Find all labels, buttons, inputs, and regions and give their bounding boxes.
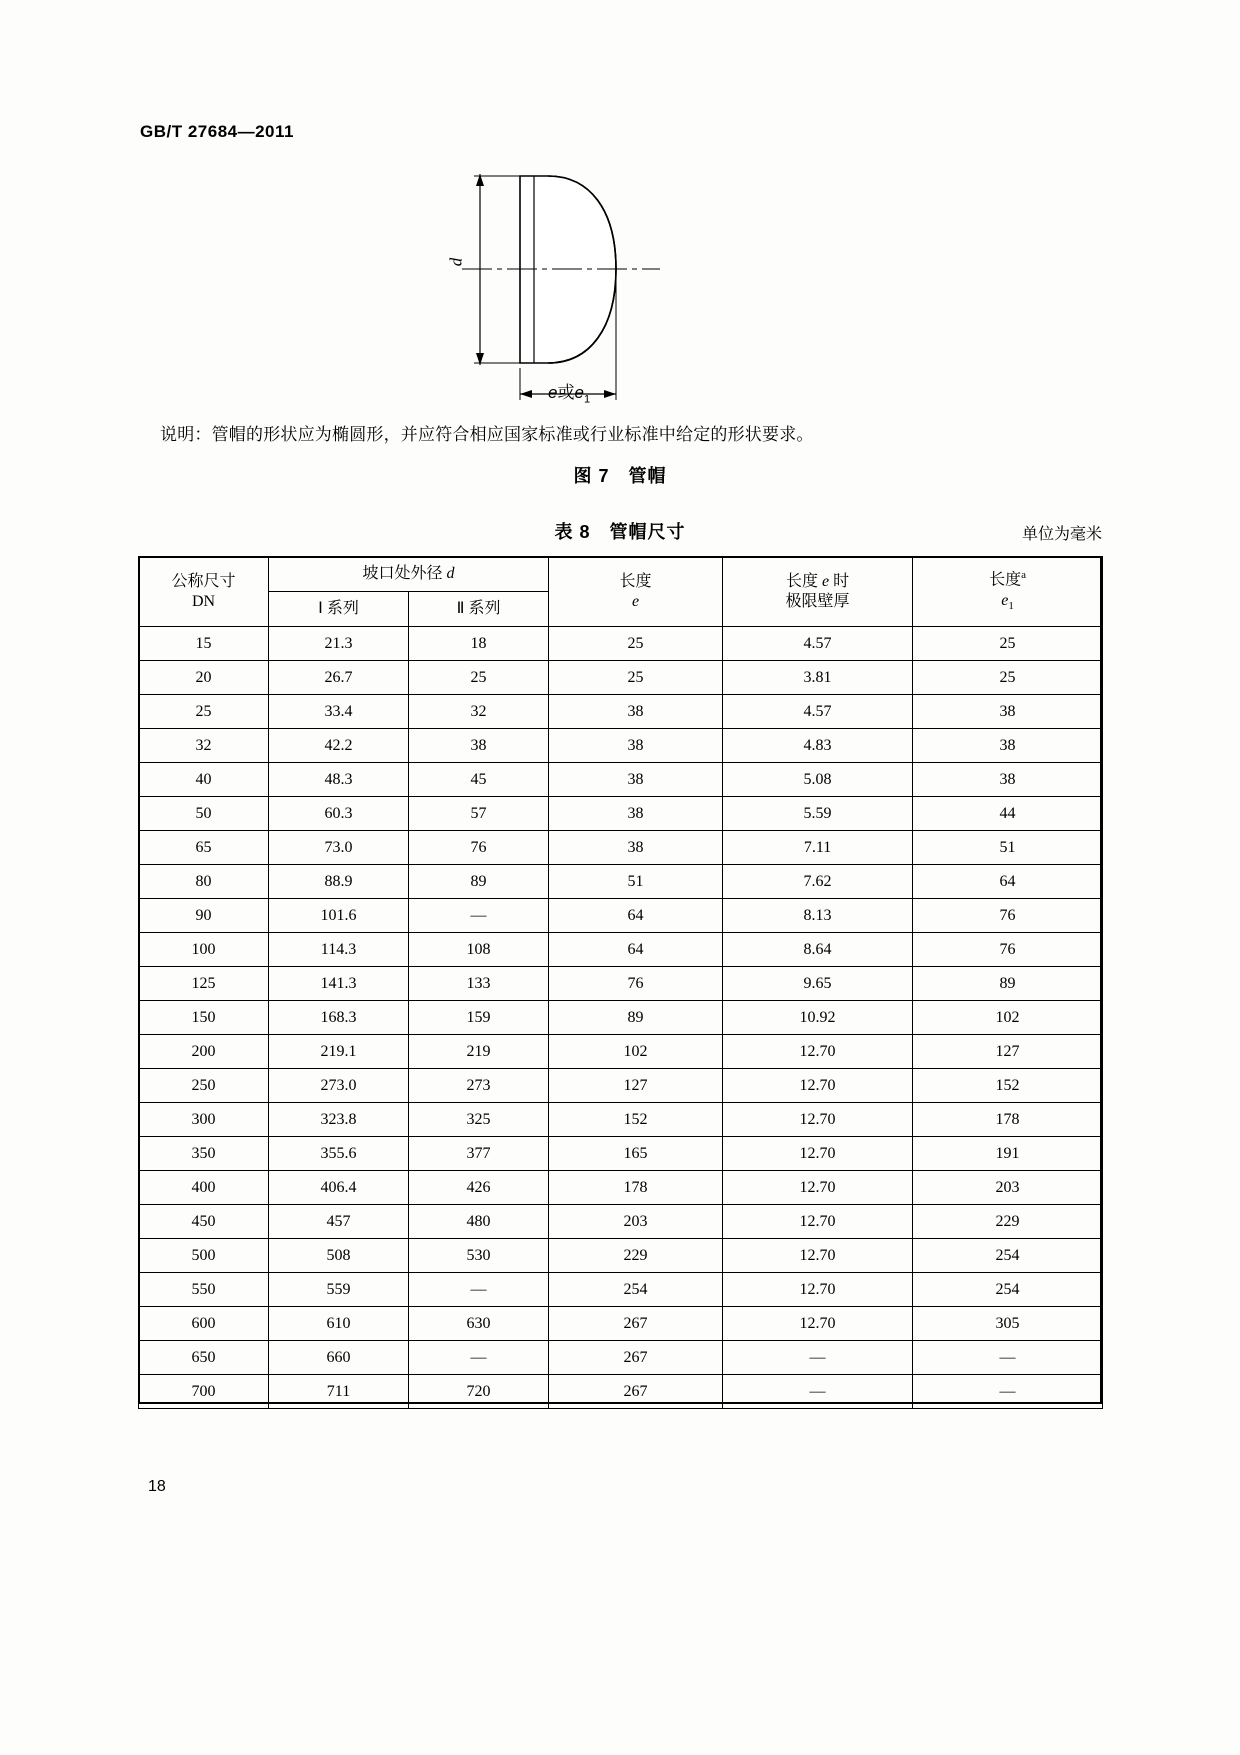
- cell-series1: 141.3: [269, 967, 409, 1001]
- cell-dn: 500: [139, 1239, 269, 1273]
- cell-wall-thickness: 7.62: [723, 865, 913, 899]
- cell-series1: 406.4: [269, 1171, 409, 1205]
- cell-wall-thickness: 4.57: [723, 695, 913, 729]
- table-row: [139, 967, 1103, 1001]
- table-row: [139, 1239, 1103, 1273]
- cell-series2: 133: [409, 967, 549, 1001]
- cell-length-e: 38: [549, 797, 723, 831]
- cell-length-e1: 191: [913, 1137, 1103, 1171]
- cell-length-e: 38: [549, 831, 723, 865]
- cell-length-e: 89: [549, 1001, 723, 1035]
- cell-dn: 50: [139, 797, 269, 831]
- header-series-2: Ⅱ 系列: [409, 592, 549, 627]
- cell-series1: 660: [269, 1341, 409, 1375]
- cell-length-e1: —: [913, 1341, 1103, 1375]
- cell-series2: 273: [409, 1069, 549, 1103]
- cell-length-e: 76: [549, 967, 723, 1001]
- table-row: [139, 831, 1103, 865]
- cell-wall-thickness: 12.70: [723, 1035, 913, 1069]
- table-row: [139, 899, 1103, 933]
- cell-series1: 88.9: [269, 865, 409, 899]
- cell-wall-thickness: 5.59: [723, 797, 913, 831]
- cell-series1: 21.3: [269, 627, 409, 661]
- cell-series2: 530: [409, 1239, 549, 1273]
- cell-length-e: 102: [549, 1035, 723, 1069]
- figure-pipe-cap: [430, 160, 810, 410]
- cell-length-e: 127: [549, 1069, 723, 1103]
- cell-length-e: 165: [549, 1137, 723, 1171]
- cell-dn: 450: [139, 1205, 269, 1239]
- cell-series2: 89: [409, 865, 549, 899]
- cell-dn: 550: [139, 1273, 269, 1307]
- header-outside-diameter-group: 坡口处外径 d: [269, 557, 549, 592]
- table-row: [139, 1171, 1103, 1205]
- cell-dn: 400: [139, 1171, 269, 1205]
- cell-wall-thickness: 12.70: [723, 1273, 913, 1307]
- cell-series1: 60.3: [269, 797, 409, 831]
- table-row: [139, 627, 1103, 661]
- table-row: [139, 1375, 1103, 1409]
- cell-length-e1: 178: [913, 1103, 1103, 1137]
- cell-series1: 273.0: [269, 1069, 409, 1103]
- cell-length-e1: 51: [913, 831, 1103, 865]
- cell-length-e1: 38: [913, 729, 1103, 763]
- cell-series2: 38: [409, 729, 549, 763]
- page-number: 18: [148, 1478, 166, 1495]
- cell-dn: 40: [139, 763, 269, 797]
- cell-length-e: 254: [549, 1273, 723, 1307]
- cell-wall-thickness: 5.08: [723, 763, 913, 797]
- cell-series1: 508: [269, 1239, 409, 1273]
- table-header-row-1: [139, 557, 1103, 592]
- cell-length-e: 38: [549, 729, 723, 763]
- table-row: [139, 695, 1103, 729]
- cell-series1: 323.8: [269, 1103, 409, 1137]
- cell-dn: 32: [139, 729, 269, 763]
- cell-wall-thickness: 3.81: [723, 661, 913, 695]
- cell-length-e: 38: [549, 695, 723, 729]
- table-body: [139, 627, 1103, 1409]
- header-length-e: 长度 e: [549, 557, 723, 627]
- cell-dn: 300: [139, 1103, 269, 1137]
- cell-series2: —: [409, 1341, 549, 1375]
- cell-length-e: 229: [549, 1239, 723, 1273]
- figure-caption: 图 7 管帽: [573, 466, 667, 486]
- standard-number: GB/T 27684—2011: [140, 122, 294, 141]
- header-limit-wall-thickness: 长度 e 时 极限壁厚: [723, 557, 913, 627]
- cell-wall-thickness: 8.64: [723, 933, 913, 967]
- cell-length-e: 203: [549, 1205, 723, 1239]
- table-caption: 表 8 管帽尺寸: [554, 522, 686, 542]
- cell-dn: 25: [139, 695, 269, 729]
- cell-length-e1: 25: [913, 627, 1103, 661]
- cell-length-e1: —: [913, 1375, 1103, 1409]
- cell-series2: 426: [409, 1171, 549, 1205]
- table-unit-note: 单位为毫米: [1021, 526, 1102, 543]
- cell-series2: 25: [409, 661, 549, 695]
- cell-series2: 108: [409, 933, 549, 967]
- cell-series2: 630: [409, 1307, 549, 1341]
- table-row: [139, 1001, 1103, 1035]
- cell-series2: 720: [409, 1375, 549, 1409]
- cell-series1: 48.3: [269, 763, 409, 797]
- cell-length-e1: 38: [913, 695, 1103, 729]
- cell-series1: 219.1: [269, 1035, 409, 1069]
- figure-label-e: e或$e_1$: [548, 383, 591, 406]
- table-row: [139, 1035, 1103, 1069]
- cell-dn: 600: [139, 1307, 269, 1341]
- table-row: [139, 797, 1103, 831]
- cell-dn: 650: [139, 1341, 269, 1375]
- cell-dn: 700: [139, 1375, 269, 1409]
- table-row: [139, 933, 1103, 967]
- cell-dn: 15: [139, 627, 269, 661]
- table-row: [139, 1307, 1103, 1341]
- cell-dn: 100: [139, 933, 269, 967]
- cell-series2: 325: [409, 1103, 549, 1137]
- cell-length-e1: 254: [913, 1273, 1103, 1307]
- cell-length-e: 25: [549, 661, 723, 695]
- pipe-cap-drawing: [430, 160, 810, 410]
- cell-dn: 125: [139, 967, 269, 1001]
- cell-wall-thickness: 4.83: [723, 729, 913, 763]
- cell-series2: —: [409, 899, 549, 933]
- header-length-e1: 长度$^a$ $e_1$: [913, 557, 1103, 627]
- cell-dn: 80: [139, 865, 269, 899]
- figure-note: 说明：管帽的形状应为椭圆形，并应符合相应国家标准或行业标准中给定的形状要求。: [160, 425, 814, 444]
- cell-length-e: 38: [549, 763, 723, 797]
- cell-wall-thickness: 12.70: [723, 1307, 913, 1341]
- cell-wall-thickness: 12.70: [723, 1103, 913, 1137]
- cell-series1: 168.3: [269, 1001, 409, 1035]
- cell-wall-thickness: 10.92: [723, 1001, 913, 1035]
- cell-length-e1: 76: [913, 933, 1103, 967]
- cell-wall-thickness: 4.57: [723, 627, 913, 661]
- cell-length-e1: 229: [913, 1205, 1103, 1239]
- figure-label-d: d: [446, 257, 466, 267]
- cell-length-e1: 127: [913, 1035, 1103, 1069]
- cell-series1: 457: [269, 1205, 409, 1239]
- cell-wall-thickness: 8.13: [723, 899, 913, 933]
- cell-wall-thickness: —: [723, 1341, 913, 1375]
- cell-dn: 350: [139, 1137, 269, 1171]
- cell-length-e: 267: [549, 1307, 723, 1341]
- cell-wall-thickness: —: [723, 1375, 913, 1409]
- table-row: [139, 661, 1103, 695]
- cell-wall-thickness: 12.70: [723, 1069, 913, 1103]
- table-row: [139, 1341, 1103, 1375]
- cell-length-e1: 152: [913, 1069, 1103, 1103]
- cell-dn: 65: [139, 831, 269, 865]
- cell-length-e: 267: [549, 1375, 723, 1409]
- cell-series2: —: [409, 1273, 549, 1307]
- cell-length-e: 152: [549, 1103, 723, 1137]
- cell-series2: 57: [409, 797, 549, 831]
- cell-length-e1: 102: [913, 1001, 1103, 1035]
- cell-length-e1: 89: [913, 967, 1103, 1001]
- cell-series2: 45: [409, 763, 549, 797]
- cell-wall-thickness: 9.65: [723, 967, 913, 1001]
- cell-series2: 18: [409, 627, 549, 661]
- cell-series2: 480: [409, 1205, 549, 1239]
- cell-length-e: 25: [549, 627, 723, 661]
- cell-length-e: 267: [549, 1341, 723, 1375]
- cell-wall-thickness: 12.70: [723, 1137, 913, 1171]
- cell-series1: 101.6: [269, 899, 409, 933]
- table-row: [139, 729, 1103, 763]
- cell-dn: 250: [139, 1069, 269, 1103]
- cell-wall-thickness: 12.70: [723, 1205, 913, 1239]
- table-row: [139, 1137, 1103, 1171]
- cell-length-e1: 76: [913, 899, 1103, 933]
- cell-series1: 559: [269, 1273, 409, 1307]
- cell-series2: 219: [409, 1035, 549, 1069]
- cell-series1: 26.7: [269, 661, 409, 695]
- cell-length-e1: 305: [913, 1307, 1103, 1341]
- table-row: [139, 1273, 1103, 1307]
- cell-series2: 377: [409, 1137, 549, 1171]
- cell-dn: 90: [139, 899, 269, 933]
- table-row: [139, 865, 1103, 899]
- cell-length-e: 178: [549, 1171, 723, 1205]
- table-row: [139, 1205, 1103, 1239]
- cell-series1: 610: [269, 1307, 409, 1341]
- cell-series1: 33.4: [269, 695, 409, 729]
- header-series-1: Ⅰ 系列: [269, 592, 409, 627]
- cell-series1: 73.0: [269, 831, 409, 865]
- cell-dn: 20: [139, 661, 269, 695]
- cell-series1: 42.2: [269, 729, 409, 763]
- cell-length-e: 64: [549, 933, 723, 967]
- cell-length-e1: 38: [913, 763, 1103, 797]
- cell-series2: 32: [409, 695, 549, 729]
- cell-wall-thickness: 12.70: [723, 1239, 913, 1273]
- cell-series1: 114.3: [269, 933, 409, 967]
- cell-length-e: 64: [549, 899, 723, 933]
- cell-dn: 200: [139, 1035, 269, 1069]
- cell-length-e1: 254: [913, 1239, 1103, 1273]
- cell-length-e1: 203: [913, 1171, 1103, 1205]
- cell-wall-thickness: 7.11: [723, 831, 913, 865]
- table-row: [139, 1069, 1103, 1103]
- cell-series2: 159: [409, 1001, 549, 1035]
- cell-series1: 355.6: [269, 1137, 409, 1171]
- cell-length-e1: 44: [913, 797, 1103, 831]
- header-nominal-size: 公称尺寸 DN: [139, 557, 269, 627]
- table-row: [139, 763, 1103, 797]
- cell-dn: 150: [139, 1001, 269, 1035]
- cell-length-e1: 25: [913, 661, 1103, 695]
- cell-series1: 711: [269, 1375, 409, 1409]
- cell-series2: 76: [409, 831, 549, 865]
- cell-length-e1: 64: [913, 865, 1103, 899]
- cell-length-e: 51: [549, 865, 723, 899]
- table-row: [139, 1103, 1103, 1137]
- pipe-cap-dimensions-table: [138, 556, 1103, 1409]
- cell-wall-thickness: 12.70: [723, 1171, 913, 1205]
